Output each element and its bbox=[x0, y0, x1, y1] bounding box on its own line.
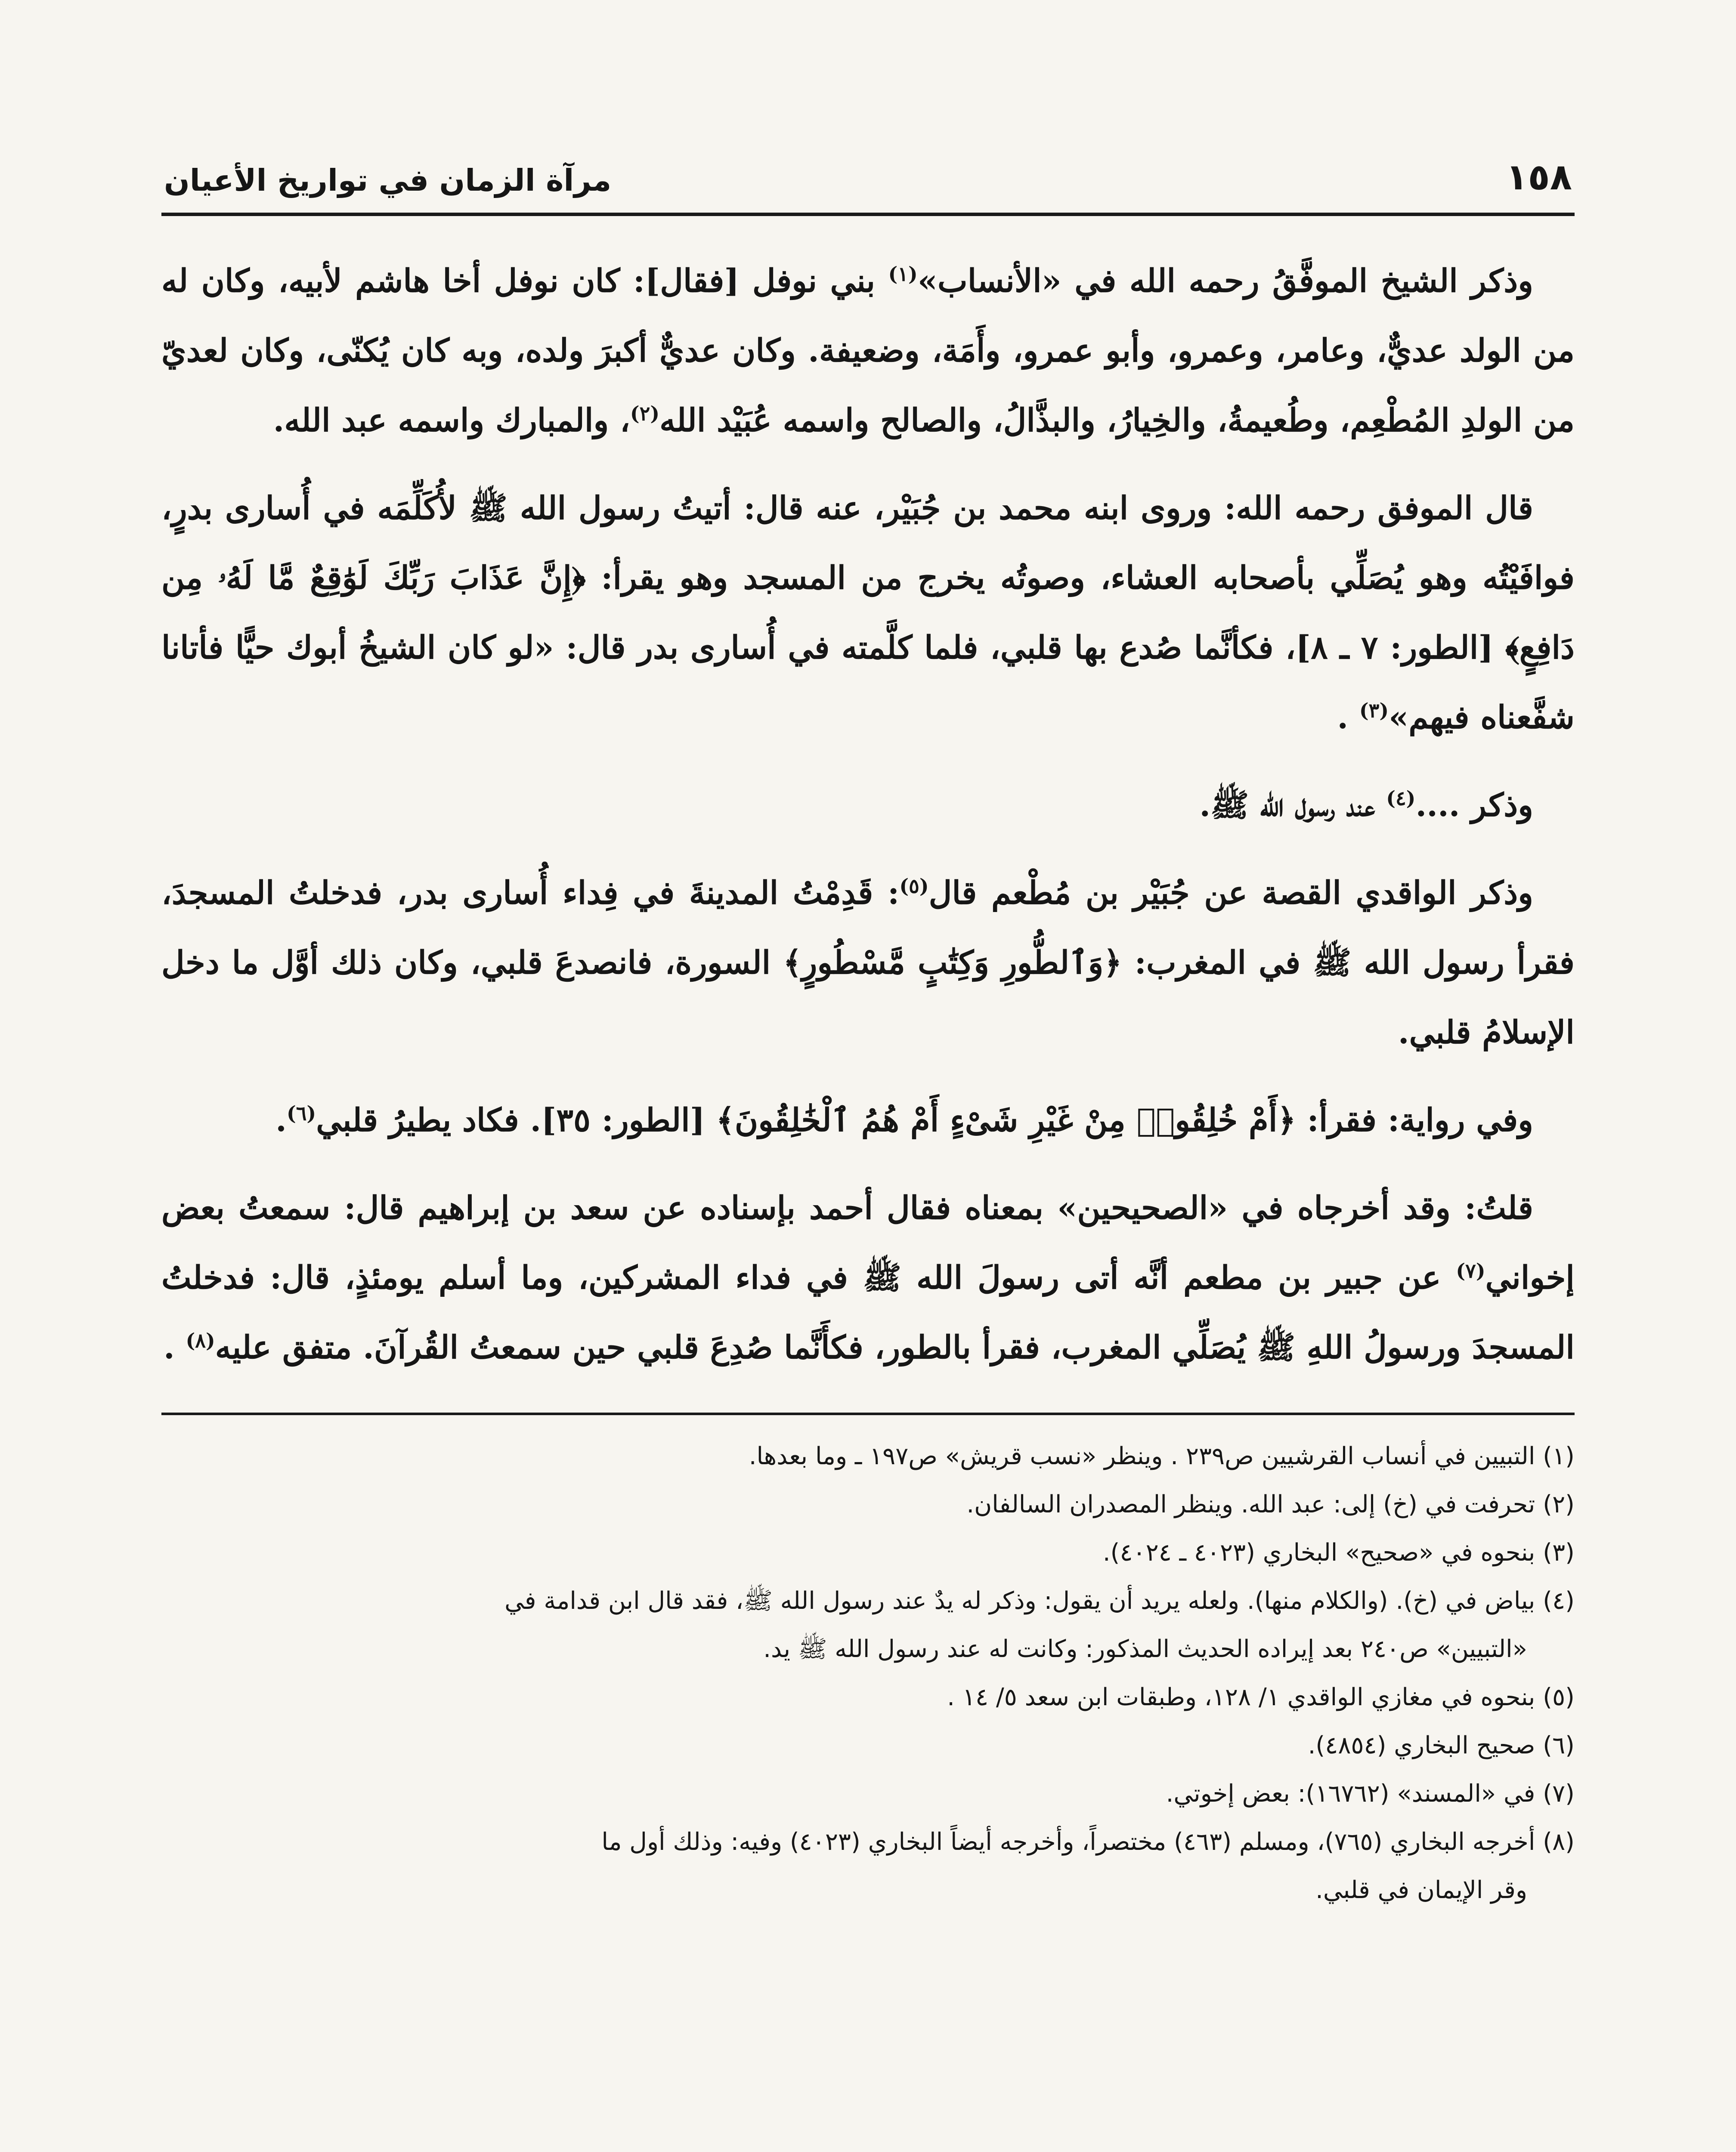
footnote-ref: (٣) bbox=[1359, 699, 1389, 722]
footnote-2 bbox=[161, 1481, 1575, 1529]
quran-verse: ﴿إِنَّ عَذَابَ رَبِّكَ لَوَٰقِعٌ مَّا لَهُۥ مِن دَافِعٍ﴾ bbox=[161, 560, 1575, 666]
footnote-text: أخرجه البخاري (٧٦٥)، ومسلم (٤٦٣) مختصراً، وأخرجه أيضاً البخاري (٤٠٢٣) وفيه: وذلك أول ما bbox=[601, 1828, 1535, 1856]
footnote-3 bbox=[161, 1529, 1575, 1577]
footnote-text: بنحوه في مغازي الواقدي ١/ ١٢٨، وطبقات ابن سعد ٥/ ١٤ . bbox=[947, 1683, 1535, 1711]
text-run: . bbox=[163, 1329, 186, 1366]
footnote-text-continued: وقر الإيمان في قلبي. bbox=[1315, 1876, 1527, 1904]
paragraph-1 bbox=[161, 246, 1575, 455]
quran-verse: ﴿وَٱلطُّورِ وَكِتَٰبٍ مَّسْطُورٍ﴾ bbox=[783, 944, 1122, 981]
footnote-ref: (١) bbox=[888, 262, 918, 286]
footnote-text: بنحوه في «صحيح» البخاري (٤٠٢٣ ـ ٤٠٢٤). bbox=[1102, 1539, 1535, 1567]
footnote-5 bbox=[161, 1673, 1575, 1722]
footnote-ref: (٥) bbox=[899, 874, 929, 898]
paragraph-6 bbox=[161, 1173, 1575, 1382]
footnote-number: (٦) bbox=[1543, 1731, 1575, 1759]
running-title: مرآة الزمان في تواريخ الأعيان bbox=[164, 163, 612, 198]
footnote-text: صحيح البخاري (٤٨٥٤). bbox=[1308, 1731, 1535, 1759]
text-run: عن جبير بن مطعم أنَّه أتى رسولَ الله ﷺ في فداء المشركين، وما أسلم يومئذٍ، قال: فدخلتُ المسجدَ ورسولُ اللهِ ﷺ يُصَلِّي المغرب، فقرأ بالطور، فكأَنَّما صُدِعَ قلبي حين سمعتُ القُرآنَ. متفق عليه bbox=[161, 1259, 1575, 1366]
footnote-8 bbox=[161, 1818, 1575, 1914]
footnote-text: التبيين في أنساب القرشيين ص٢٣٩ . وينظر «نسب قريش» ص١٩٧ ـ وما بعدها. bbox=[749, 1442, 1535, 1470]
footnote-number: (٥) bbox=[1543, 1683, 1575, 1711]
paragraph-5 bbox=[161, 1085, 1575, 1155]
text-run: قلتُ: وقد أخرجاه في «الصحيحين» بمعناه فقال أحمد بإسناده عن سعد بن إبراهيم قال: سمعتُ بعض إخواني bbox=[161, 1190, 1575, 1296]
text-run: [الطور: ٧ ـ ٨]، فكأنَّما صُدع بها قلبي، فلما كلَّمته في أُسارى بدر قال: «لو كان الشيخُ أبوك حيًّا فأتانا شفَّعناه فيهم» bbox=[161, 629, 1575, 736]
paragraph-4 bbox=[161, 858, 1575, 1067]
text-run: وذكر .... bbox=[1415, 787, 1533, 824]
footnote-ref: (٢) bbox=[630, 402, 660, 425]
page-header bbox=[161, 142, 1575, 216]
footnote-ref: (٧) bbox=[1456, 1259, 1485, 1283]
main-text bbox=[161, 216, 1575, 1382]
text-run: . bbox=[1337, 699, 1359, 736]
footnote-number: (٢) bbox=[1543, 1490, 1575, 1518]
text-run: : قَدِمْتُ المدينةَ في فِداء أُسارى بدر، فدخلتُ المسجدَ، فقرأ رسول الله ﷺ في المغرب: bbox=[161, 875, 1575, 981]
footnotes bbox=[161, 1432, 1575, 1914]
footnote-7 bbox=[161, 1770, 1575, 1818]
footnote-text: تحرفت في (خ) إلى: عبد الله. وينظر المصدران السالفان. bbox=[966, 1490, 1535, 1518]
footnote-ref: (٦) bbox=[286, 1101, 316, 1125]
footnote-number: (٤) bbox=[1543, 1587, 1575, 1615]
footnote-ref: (٨) bbox=[186, 1329, 215, 1352]
paragraph-2 bbox=[161, 473, 1575, 752]
footnote-text: بياض في (خ). (والكلام منها). ولعله يريد أن يقول: وذكر له يدٌ عند رسول الله ﷺ، فقد قال ابن قدامة في bbox=[504, 1587, 1535, 1615]
text-run: السورة، فانصدعَ قلبي، وكان ذلك أوَّل ما دخل الإسلامُ قلبي. bbox=[161, 944, 1575, 1051]
text-run: وذكر الشيخ الموفَّقُ رحمه الله في «الأنساب» bbox=[917, 263, 1533, 300]
text-run: وذكر الواقدي القصة عن جُبَيْر بن مُطْعم قال bbox=[928, 875, 1533, 912]
text-run: . bbox=[275, 1102, 287, 1139]
text-run: [الطور: ٣٥]. فكاد يطيرُ قلبي bbox=[316, 1102, 716, 1139]
footnote-6 bbox=[161, 1722, 1575, 1770]
footnote-4 bbox=[161, 1577, 1575, 1673]
page-number: ١٥٨ bbox=[1506, 156, 1572, 198]
footnote-text-continued: «التبيين» ص٢٤٠ بعد إيراده الحديث المذكور: وكانت له عند رسول الله ﷺ يد. bbox=[763, 1635, 1527, 1663]
text-run: بني نوفل [فقال]: كان نوفل أخا هاشم لأبيه، وكان له من الولد عديٌّ، وعامر، وعمرو، وأبو عمرو، وأَمَة، وضعيفة. وكان عديٌّ أكبرَ ولده، وبه كان يُكنّى، وكان لعديّ من الولدِ المُطْعِم، وطُعيمةُ، والخِيارُ، والبذَّالُ، والصالح واسمه عُبَيْد الله bbox=[161, 263, 1575, 439]
text-run: قال الموفق رحمه الله: وروى ابنه محمد بن جُبَيْر، عنه قال: أتيتُ رسول الله ﷺ لأُكَلِّمَه في أُسارى بدرٍ، فوافَيْتُه وهو يُصَلِّي بأصحابه العشاء، وصوتُه يخرج من المسجد وهو يقرأ: bbox=[161, 490, 1575, 597]
footnote-number: (٧) bbox=[1543, 1780, 1575, 1808]
footnote-number: (٨) bbox=[1543, 1828, 1575, 1856]
text-run: عند رسول الله ﷺ. bbox=[1199, 787, 1386, 824]
footnote-1 bbox=[161, 1432, 1575, 1481]
footnote-divider bbox=[161, 1413, 1575, 1415]
quran-verse: ﴿أَمْ خُلِقُوا۟ مِنْ غَيْرِ شَىْءٍ أَمْ هُمُ ٱلْخَٰلِقُونَ﴾ bbox=[716, 1102, 1296, 1139]
footnote-ref: (٤) bbox=[1386, 786, 1416, 810]
paragraph-3 bbox=[161, 770, 1575, 840]
text-run: ، والمبارك واسمه عبد الله. bbox=[273, 402, 630, 439]
text-run: وفي رواية: فقرأ: bbox=[1296, 1102, 1533, 1139]
footnote-number: (١) bbox=[1543, 1442, 1575, 1470]
footnote-text: في «المسند» (١٦٧٦٢): بعض إخوتي. bbox=[1166, 1780, 1535, 1808]
footnote-number: (٣) bbox=[1543, 1539, 1575, 1567]
